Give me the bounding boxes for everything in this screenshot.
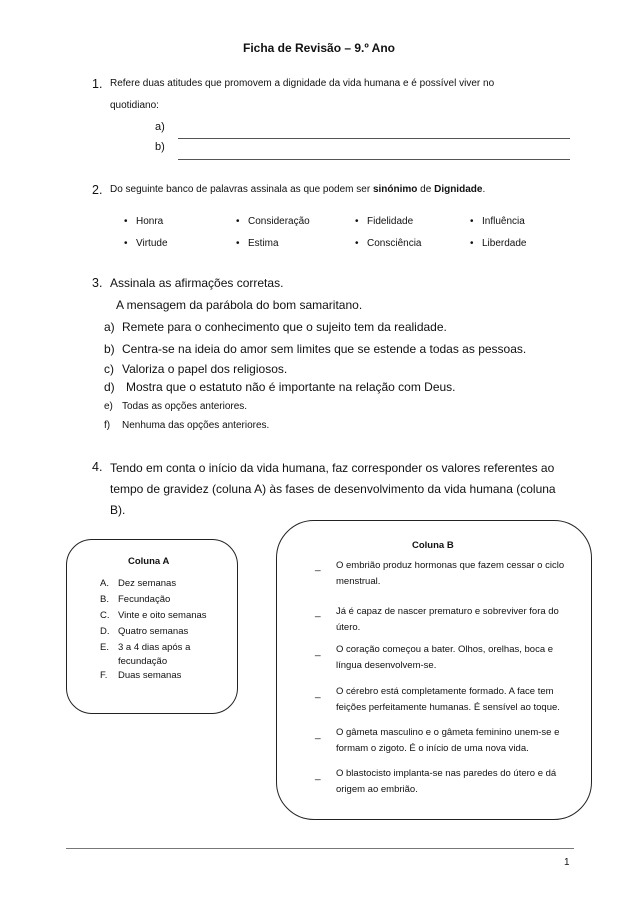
coluna-b-item: O cérebro está completamente formado. A face tem feições perfeitamente humanas. É sensível ao toque. [336, 686, 560, 713]
q3-option[interactable]: b) Centra-se na ideia do amor sem limites que se estende a todas as pessoas. [104, 342, 527, 356]
q1-answer-b-line[interactable] [178, 159, 570, 160]
coluna-a-item: fecundação [118, 656, 168, 667]
coluna-a-title: Coluna A [128, 556, 170, 567]
q1-answer-a-line[interactable] [178, 138, 570, 139]
bullet: • [124, 238, 128, 249]
q3-text: Assinala as afirmações corretas. [110, 276, 284, 290]
q1-number: 1. [92, 77, 103, 91]
coluna-b-item: Já é capaz de nascer prematuro e sobreviver fora do útero. [336, 606, 559, 633]
q1-answer-b-label: b) [155, 141, 165, 153]
coluna-b-blank[interactable]: _ [315, 688, 321, 699]
coluna-a-item: D. Quatro semanas [100, 626, 189, 637]
coluna-b-blank[interactable]: _ [315, 646, 321, 657]
bullet: • [236, 216, 240, 227]
bullet: • [470, 238, 474, 249]
word-option[interactable]: • Virtude [124, 238, 168, 249]
bullet: • [355, 216, 359, 227]
q1-text-line1: Refere duas atitudes que promovem a dignidade da vida humana e é possível viver no [110, 78, 495, 89]
q4-text-line3: B). [110, 503, 126, 517]
coluna-b-item: O coração começou a bater. Olhos, orelhas, boca e língua desenvolvem-se. [336, 644, 554, 671]
footer-divider [66, 848, 574, 849]
coluna-b-blank[interactable]: _ [315, 561, 321, 572]
q3-option[interactable]: e) Todas as opções anteriores. [104, 401, 248, 412]
page-title: Ficha de Revisão – 9.º Ano [243, 41, 395, 55]
word-option[interactable]: • Honra [124, 216, 164, 227]
q3-option[interactable]: a) Remete para o conhecimento que o sujeito tem da realidade. [104, 320, 447, 334]
coluna-a-item: E. 3 a 4 dias após a [100, 642, 191, 653]
coluna-a-item: C. Vinte e oito semanas [100, 610, 207, 621]
q2-number: 2. [92, 183, 103, 197]
q4-number: 4. [92, 460, 103, 474]
coluna-b-blank[interactable]: _ [315, 729, 321, 740]
q2-text: Do seguinte banco de palavras assinala as que podem ser sinónimo de Dignidade. [110, 184, 486, 195]
bullet: • [124, 216, 128, 227]
coluna-a-item: F. Duas semanas [100, 670, 182, 681]
coluna-b-blank[interactable]: _ [315, 607, 321, 618]
q1-answer-a-label: a) [155, 121, 165, 133]
coluna-a-item: A. Dez semanas [100, 578, 177, 589]
q3-option[interactable]: c) Valoriza o papel dos religiosos. [104, 362, 288, 376]
coluna-b-item: O embrião produz hormonas que fazem cessar o ciclo menstrual. [336, 560, 565, 587]
coluna-b-item: O gâmeta masculino e o gâmeta feminino unem-se e formam o zigoto. É o início de uma nova vida. [336, 727, 560, 754]
coluna-b-title: Coluna B [412, 540, 454, 551]
q4-text-line1: Tendo em conta o início da vida humana, faz corresponder os valores referentes ao [110, 461, 555, 475]
word-option[interactable]: • Liberdade [470, 238, 527, 249]
word-option[interactable]: • Consideração [236, 216, 310, 227]
word-option[interactable]: • Estima [236, 238, 279, 249]
bullet: • [470, 216, 474, 227]
q3-number: 3. [92, 276, 103, 290]
word-option[interactable]: • Consciência [355, 238, 422, 249]
word-option[interactable]: • Fidelidade [355, 216, 414, 227]
coluna-a-item: B. Fecundação [100, 594, 171, 605]
q3-option[interactable]: d) Mostra que o estatuto não é importante na relação com Deus. [104, 380, 456, 394]
word-option[interactable]: • Influência [470, 216, 525, 227]
bullet: • [355, 238, 359, 249]
q4-text-line2: tempo de gravidez (coluna A) às fases de desenvolvimento da vida humana (coluna [110, 482, 556, 496]
q1-text-line2: quotidiano: [110, 100, 159, 111]
bullet: • [236, 238, 240, 249]
q3-option[interactable]: f) Nenhuma das opções anteriores. [104, 420, 270, 431]
coluna-b-item: O blastocisto implanta-se nas paredes do útero e dá origem ao embrião. [336, 768, 557, 795]
page-number: 1 [564, 857, 570, 868]
q3-subtitle: A mensagem da parábola do bom samaritano. [116, 298, 363, 312]
coluna-b-blank[interactable]: _ [315, 770, 321, 781]
